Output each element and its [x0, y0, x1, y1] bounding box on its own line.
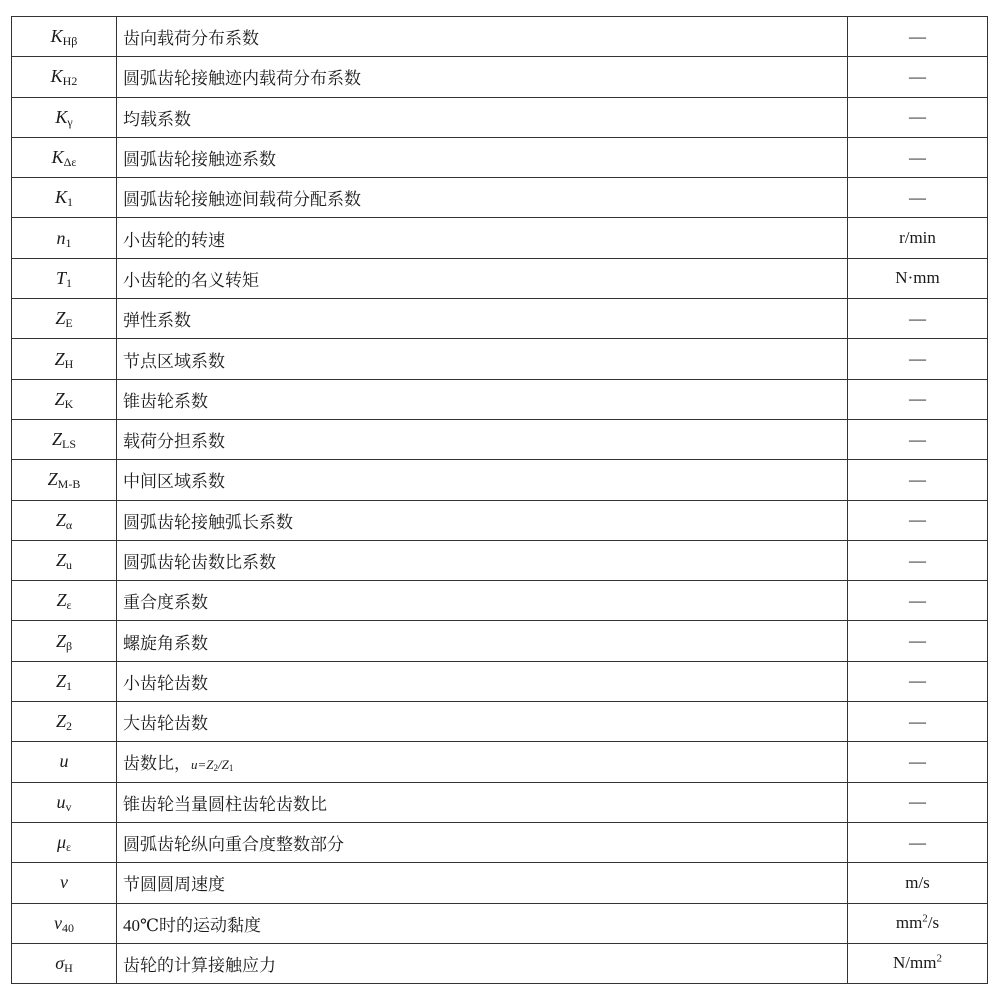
unit-text: — — [909, 308, 926, 328]
description-text: 小齿轮的转速 — [123, 230, 225, 250]
symbol-base: u — [59, 751, 69, 772]
unit-cell — [848, 57, 988, 97]
table-row — [12, 339, 988, 379]
description-text: 圆弧齿轮纵向重合度整数部分 — [123, 835, 344, 855]
description-cell — [117, 460, 848, 500]
formula-num-sub: 2 — [213, 763, 219, 774]
symbol-subscript: E — [65, 316, 73, 331]
symbol-subscript: ε — [66, 840, 72, 855]
table-row — [12, 702, 988, 742]
symbol-cell — [12, 460, 117, 500]
description-cell — [117, 17, 848, 57]
symbol-cell — [12, 621, 117, 661]
symbol-subscript: γ — [67, 114, 73, 129]
unit-text: — — [909, 469, 926, 489]
symbol-cell — [12, 57, 117, 97]
description-cell — [117, 540, 848, 580]
symbol-cell — [12, 943, 117, 983]
table-row — [12, 540, 988, 580]
unit-cell — [848, 97, 988, 137]
symbol-base: σ — [55, 952, 65, 973]
description-cell — [117, 702, 848, 742]
unit-tail: /s — [927, 913, 940, 933]
unit-text: — — [909, 711, 926, 731]
symbol-subscript: H2 — [62, 74, 78, 89]
description-cell — [117, 419, 848, 459]
symbol-cell — [12, 702, 117, 742]
description-cell — [117, 742, 848, 782]
unit-cell — [848, 137, 988, 177]
unit-cell — [848, 943, 988, 983]
description-cell — [117, 782, 848, 822]
unit-cell — [848, 218, 988, 258]
description-text: 小齿轮齿数 — [123, 673, 208, 693]
symbol-base: Z — [55, 308, 66, 329]
symbol-base: Z — [56, 590, 67, 611]
symbol-cell — [12, 137, 117, 177]
unit-cell — [848, 822, 988, 862]
symbol-subscript: H — [64, 960, 73, 975]
unit-cell — [848, 540, 988, 580]
description-cell — [117, 57, 848, 97]
unit-text: — — [909, 349, 926, 369]
table-row — [12, 178, 988, 218]
symbol-base: μ — [56, 832, 66, 853]
description-text: 锥齿轮当量圆柱齿轮齿数比 — [123, 794, 327, 814]
description-text: 均载系数 — [123, 109, 191, 129]
symbol-base: n — [56, 227, 66, 248]
unit-text: — — [909, 631, 926, 651]
unit-text: r/min — [899, 228, 936, 248]
symbol-subscript: β — [65, 638, 73, 653]
formula-lhs: u — [191, 757, 198, 773]
description-cell — [117, 97, 848, 137]
table-row — [12, 379, 988, 419]
unit-cell — [848, 17, 988, 57]
description-cell — [117, 379, 848, 419]
description-text: 载荷分担系数 — [123, 432, 225, 452]
symbol-cell — [12, 782, 117, 822]
symbol-cell — [12, 500, 117, 540]
symbol-table-body — [12, 17, 988, 984]
table-row — [12, 500, 988, 540]
formula-slash: / — [218, 757, 222, 773]
symbol-base: Z — [55, 630, 66, 651]
description-text: 圆弧齿轮齿数比系数 — [123, 553, 276, 572]
description-cell — [117, 822, 848, 862]
symbol-cell — [12, 379, 117, 419]
symbol-base: Z — [54, 348, 65, 369]
table-row — [12, 17, 988, 57]
unit-text: — — [909, 832, 926, 852]
unit-cell — [848, 661, 988, 701]
description-text: 螺旋角系数 — [123, 633, 208, 653]
symbol-base: Z — [55, 509, 66, 530]
unit-cell — [848, 379, 988, 419]
symbol-cell — [12, 17, 117, 57]
description-cell — [117, 903, 848, 943]
table-row — [12, 137, 988, 177]
symbol-cell — [12, 903, 117, 943]
description-text: 弹性系数 — [123, 311, 191, 331]
symbol-base: Z — [47, 469, 58, 490]
unit-superscript: 2 — [936, 952, 942, 965]
symbol-base: Z — [55, 670, 66, 691]
symbol-cell — [12, 863, 117, 903]
unit-text: — — [909, 550, 926, 570]
unit-text: — — [909, 792, 926, 812]
symbol-subscript: K — [64, 396, 74, 411]
symbol-cell — [12, 258, 117, 298]
unit-cell — [848, 460, 988, 500]
description-cell — [117, 863, 848, 903]
symbol-cell — [12, 339, 117, 379]
symbol-subscript: 2 — [66, 719, 72, 734]
description-text: 锥齿轮系数 — [123, 391, 208, 411]
unit-text: N/mm — [893, 953, 937, 973]
symbol-subscript: H — [64, 356, 74, 371]
symbol-cell — [12, 540, 117, 580]
symbol-base: Z — [55, 711, 66, 732]
formula-num: Z — [206, 757, 214, 773]
description-text: 圆弧齿轮接触弧长系数 — [123, 512, 293, 532]
description-text: 重合度系数 — [123, 593, 208, 613]
unit-text: — — [909, 389, 926, 409]
description-cell — [117, 943, 848, 983]
unit-text: mm — [895, 913, 923, 933]
symbol-base: Z — [54, 388, 65, 409]
description-cell — [117, 621, 848, 661]
symbol-cell — [12, 419, 117, 459]
symbol-cell — [12, 299, 117, 339]
description-cell — [117, 581, 848, 621]
table-row — [12, 299, 988, 339]
symbol-table — [11, 16, 988, 984]
unit-text: — — [909, 671, 926, 691]
description-text: 圆弧齿轮接触迹内载荷分布系数 — [123, 69, 361, 89]
symbol-cell — [12, 661, 117, 701]
description-text: 小齿轮的名义转矩 — [123, 270, 259, 290]
description-cell — [117, 218, 848, 258]
symbol-cell — [12, 581, 117, 621]
table-row — [12, 661, 988, 701]
table-row — [12, 460, 988, 500]
symbol-subscript: 1 — [67, 195, 73, 210]
unit-cell — [848, 419, 988, 459]
description-text: 40℃时的运动黏度 — [123, 915, 262, 935]
symbol-subscript: Δε — [63, 155, 77, 170]
unit-text: — — [909, 429, 926, 449]
description-cell — [117, 299, 848, 339]
unit-cell — [848, 621, 988, 661]
symbol-base: K — [55, 106, 68, 127]
symbol-subscript: ε — [66, 598, 72, 613]
symbol-base: K — [50, 26, 63, 47]
unit-text: N·mm — [895, 268, 940, 288]
symbol-cell — [12, 178, 117, 218]
description-text: 齿数比， — [123, 754, 191, 774]
unit-text: — — [909, 107, 926, 127]
symbol-cell — [12, 822, 117, 862]
symbol-subscript: LS — [62, 437, 77, 452]
description-cell — [117, 661, 848, 701]
symbol-subscript: u — [66, 558, 72, 572]
table-row — [12, 218, 988, 258]
formula-eq: = — [197, 757, 207, 773]
unit-text: — — [909, 751, 926, 771]
unit-cell — [848, 702, 988, 742]
unit-cell — [848, 299, 988, 339]
table-row — [12, 621, 988, 661]
unit-cell — [848, 782, 988, 822]
unit-text: — — [909, 66, 926, 86]
description-cell — [117, 339, 848, 379]
table-row — [12, 822, 988, 862]
table-row — [12, 903, 988, 943]
table-row — [12, 258, 988, 298]
table-row — [12, 863, 988, 903]
description-cell — [117, 258, 848, 298]
table-row — [12, 782, 988, 822]
description-cell — [117, 178, 848, 218]
symbol-base: K — [51, 147, 64, 168]
unit-cell — [848, 500, 988, 540]
symbol-subscript: 40 — [62, 920, 74, 935]
unit-cell — [848, 581, 988, 621]
description-text: 圆弧齿轮接触迹间载荷分配系数 — [123, 190, 361, 210]
unit-cell — [848, 178, 988, 218]
unit-superscript: 2 — [922, 912, 928, 925]
table-row — [12, 57, 988, 97]
description-cell — [117, 137, 848, 177]
description-text: 节圆圆周速度 — [123, 875, 225, 895]
unit-cell — [848, 258, 988, 298]
unit-text: — — [909, 26, 926, 46]
symbol-base: T — [55, 267, 66, 288]
symbol-subscript: Hβ — [62, 34, 78, 49]
symbol-base: u — [56, 791, 66, 812]
symbol-cell — [12, 218, 117, 258]
symbol-base: K — [50, 66, 63, 87]
description-text: 齿向载荷分布系数 — [123, 29, 259, 49]
symbol-subscript: M-B — [57, 477, 81, 492]
symbol-cell — [12, 742, 117, 782]
unit-text: — — [909, 510, 926, 530]
unit-cell — [848, 742, 988, 782]
symbol-subscript: 1 — [66, 678, 72, 693]
unit-cell — [848, 339, 988, 379]
symbol-base: Z — [51, 429, 62, 450]
symbol-cell — [12, 97, 117, 137]
description-text: 圆弧齿轮接触迹系数 — [123, 150, 276, 170]
description-text: 齿轮的计算接触应力 — [123, 955, 276, 975]
table-row — [12, 419, 988, 459]
symbol-base: Z — [55, 550, 66, 570]
table-row — [12, 97, 988, 137]
table-row — [12, 943, 988, 983]
unit-text: m/s — [905, 872, 930, 892]
description-text: 中间区域系数 — [123, 472, 225, 492]
formula-den: Z — [221, 757, 229, 773]
description-text: 节点区域系数 — [123, 351, 225, 371]
ratio-formula — [191, 757, 233, 772]
unit-cell — [848, 903, 988, 943]
symbol-base: v — [54, 912, 62, 933]
table-row — [12, 581, 988, 621]
unit-text: — — [909, 147, 926, 167]
description-text: 大齿轮齿数 — [123, 714, 208, 734]
symbol-base: K — [54, 187, 67, 208]
symbol-subscript: 1 — [65, 235, 72, 250]
unit-text: — — [909, 187, 926, 207]
unit-text: — — [909, 590, 926, 610]
symbol-subscript: v — [65, 799, 72, 814]
formula-den-sub: 1 — [228, 763, 234, 774]
symbol-subscript: α — [65, 517, 73, 532]
symbol-subscript: 1 — [66, 275, 72, 290]
unit-cell — [848, 863, 988, 903]
table-row — [12, 742, 988, 782]
description-cell — [117, 500, 848, 540]
symbol-base: v — [60, 872, 68, 893]
